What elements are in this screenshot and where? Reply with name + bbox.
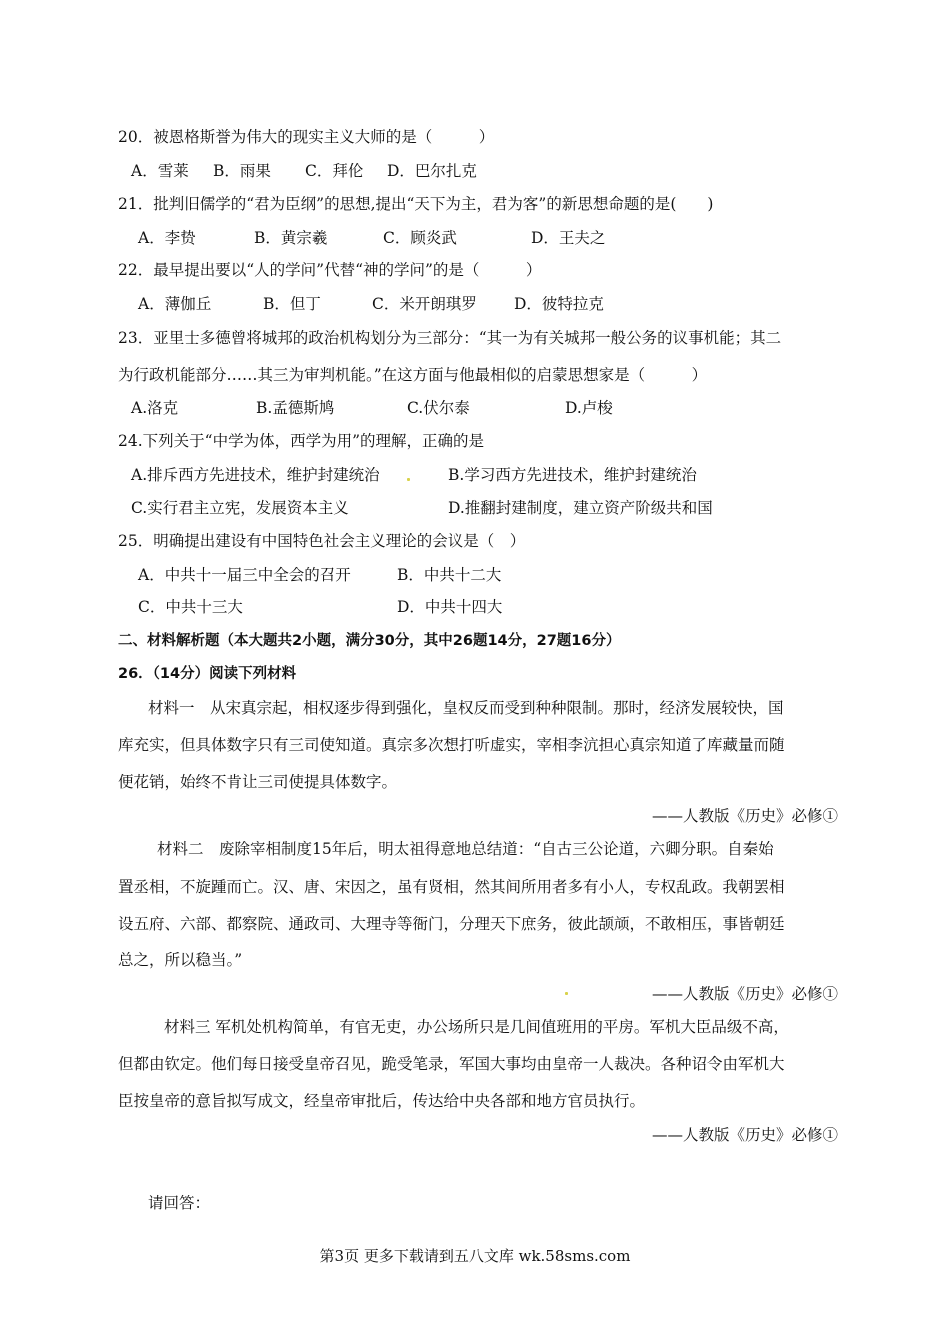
q20-option-a: A．雪莱 bbox=[131, 162, 189, 180]
material-2-source: ——人教版《历史》必修① bbox=[651, 985, 838, 1003]
q21-option-a: A．李贽 bbox=[138, 229, 196, 247]
q23-option-b: B.孟德斯鸠 bbox=[256, 399, 335, 417]
q24-option-d: D.推翻封建制度，建立资产阶级共和国 bbox=[448, 499, 713, 517]
material-1-line-3: 便花销，始终不肯让三司使提具体数字。 bbox=[118, 773, 398, 791]
question-21-stem: 21．批判旧儒学的“君为臣纲”的思想,提出“天下为主，君为客”的新思想命题的是( ) bbox=[118, 195, 714, 213]
q21-option-d: D．王夫之 bbox=[531, 229, 606, 247]
question-26-title: 26．（14分）阅读下列材料 bbox=[118, 666, 297, 682]
answer-prompt: 请回答： bbox=[148, 1194, 211, 1212]
q20-option-b: B．雨果 bbox=[213, 162, 271, 180]
material-2-line-4: 总之，所以稳当。” bbox=[118, 951, 243, 969]
q25-option-d: D．中共十四大 bbox=[397, 598, 503, 616]
question-23-stem-line1: 23．亚里士多德曾将城邦的政治机构划分为三部分：“其一为有关城邦一般公务的议事机能；其二 bbox=[118, 329, 782, 347]
q24-option-a: A.排斥西方先进技术，维护封建统治 bbox=[131, 466, 380, 484]
q23-option-c: C.伏尔泰 bbox=[407, 399, 470, 417]
q21-option-b: B．黄宗羲 bbox=[254, 229, 328, 247]
q21-option-c: C．顾炎武 bbox=[383, 229, 457, 247]
question-20-stem: 20．被恩格斯誉为伟大的现实主义大师的是（ ） bbox=[118, 128, 495, 146]
q22-option-a: A．薄伽丘 bbox=[138, 295, 212, 313]
question-24-stem: 24.下列关于“中学为体，西学为用”的理解，正确的是 bbox=[118, 432, 484, 450]
scan-speck bbox=[565, 992, 568, 995]
q22-option-d: D．彼特拉克 bbox=[514, 295, 604, 313]
section-2-heading: 二、材料解析题（本大题共2小题，满分30分，其中26题14分，27题16分） bbox=[118, 633, 621, 649]
question-22-stem: 22．最早提出要以“人的学问”代替“神的学问”的是（ ） bbox=[118, 261, 542, 279]
material-1-source: ——人教版《历史》必修① bbox=[651, 807, 838, 825]
material-3-line-3: 臣按皇帝的意旨拟写成文，经皇帝审批后，传达给中央各部和地方官员执行。 bbox=[118, 1092, 646, 1110]
question-23-stem-line2: 为行政机能部分……其三为审判机能。”在这方面与他最相似的启蒙思想家是（ ） bbox=[118, 366, 708, 384]
material-2-line-1: 材料二 废除宰相制度15年后，明太祖得意地总结道：“自古三公论道，六卿分职。自秦始 bbox=[157, 840, 774, 858]
scan-speck bbox=[407, 478, 410, 481]
page-footer: 第3页 更多下载请到五八文库 wk.58sms.com bbox=[319, 1247, 631, 1265]
material-3-source: ——人教版《历史》必修① bbox=[651, 1126, 838, 1144]
q25-option-a: A．中共十一届三中全会的召开 bbox=[138, 566, 351, 584]
question-25-stem: 25．明确提出建设有中国特色社会主义理论的会议是（ ） bbox=[118, 532, 526, 550]
q20-option-c: C．拜伦 bbox=[305, 162, 364, 180]
q25-option-c: C．中共十三大 bbox=[138, 598, 243, 616]
q24-option-c: C.实行君主立宪，发展资本主义 bbox=[131, 499, 349, 517]
q24-option-b: B.学习西方先进技术，维护封建统治 bbox=[448, 466, 697, 484]
q20-option-d: D．巴尔扎克 bbox=[387, 162, 477, 180]
q22-option-c: C．米开朗琪罗 bbox=[372, 295, 477, 313]
material-2-line-2: 置丞相，不旋踵而亡。汉、唐、宋因之，虽有贤相，然其间所用者多有小人，专权乱政。我朝罢相 bbox=[118, 878, 785, 896]
q23-option-d: D.卢梭 bbox=[565, 399, 613, 417]
material-3-line-1: 材料三 军机处机构简单，有官无吏，办公场所只是几间值班用的平房。军机大臣品级不高， bbox=[164, 1018, 789, 1036]
material-2-line-3: 设五府、六部、都察院、通政司、大理寺等衙门，分理天下庶务，彼此颉颃，不敢相压，事皆朝廷 bbox=[118, 915, 785, 933]
material-1-line-2: 库充实，但具体数字只有三司使知道。真宗多次想打听虚实，宰相李沆担心真宗知道了库藏量而随 bbox=[118, 736, 785, 754]
material-3-line-2: 但都由钦定。他们每日接受皇帝召见，跪受笔录，军国大事均由皇帝一人裁决。各种诏令由军机大 bbox=[118, 1055, 785, 1073]
material-1-line-1: 材料一 从宋真宗起，相权逐步得到强化，皇权反而受到种种限制。那时，经济发展较快，国 bbox=[148, 699, 784, 717]
q22-option-b: B．但丁 bbox=[263, 295, 321, 313]
q23-option-a: A.洛克 bbox=[131, 399, 179, 417]
q25-option-b: B．中共十二大 bbox=[397, 566, 502, 584]
